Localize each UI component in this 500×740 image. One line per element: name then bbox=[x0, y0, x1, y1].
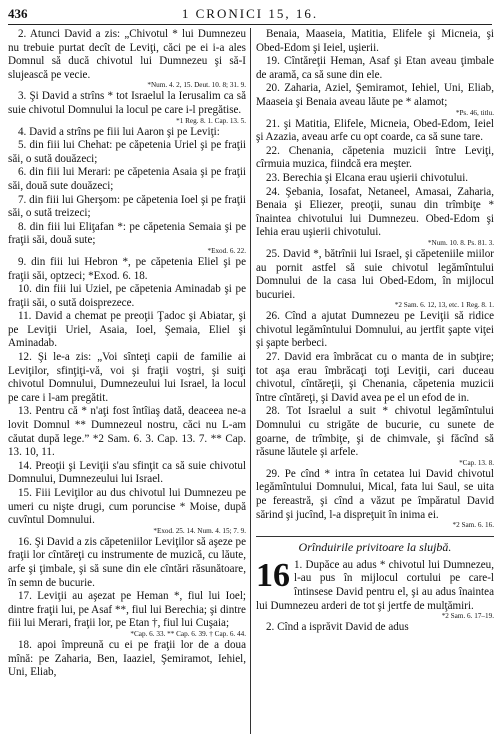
verse-text: 6. din fiii lui Merari: pe căpetenia Asaia şi pe fraţii săi, două sute douăzeci; bbox=[8, 166, 246, 192]
verse bbox=[8, 194, 246, 221]
verse bbox=[256, 351, 494, 405]
verse bbox=[8, 639, 246, 680]
verse-text: 24. Şebania, Iosafat, Netaneel, Amasai, Zaharia, Benaia şi Eliezer, preoţii, sunau din trîmbiţe * înaintea chivotului lui Dumnezeu. Obed-Edom şi Iehia erau uşierii chivotului. bbox=[256, 185, 494, 239]
verse bbox=[8, 256, 246, 283]
cross-reference: *Exod. 6. 22. bbox=[207, 246, 246, 255]
cross-reference: *Cap. 6. 33. ** Cap. 6. 39. † Cap. 6. 44. bbox=[130, 629, 246, 638]
verse-text: 5. din fiii lui Chehat: pe căpetenia Uriel şi pe fraţii săi, o sută douăzeci; bbox=[8, 139, 246, 165]
verse-text: 15. Fiii Leviţilor au dus chivotul lui Dumnezeu pe umeri cu nişte drugi, cum poruncise * Moise, după cuvîntul Domnului. bbox=[8, 487, 246, 527]
section-title: Orînduirile privitoare la slujbă. bbox=[256, 536, 494, 555]
verse-text: 2. Cînd a isprăvit David de adus bbox=[266, 621, 409, 634]
verse bbox=[8, 166, 246, 193]
verse bbox=[8, 221, 246, 256]
verse bbox=[8, 460, 246, 487]
verse-text: 27. David era îmbrăcat cu o manta de in subţire; tot aşa erau îmbrăcaţi toţi Leviţii, cari duceau chivotul, cîntăreţii, şi Chenania, căpetenia muzicii între cîntăreţi, şi David avea pe el un efod de in. bbox=[256, 351, 494, 404]
verse-text: 25. David *, bătrînii lui Israel, şi căpeteniile miilor au pornit astfel să suie chivotul legămîntului Domnului de la casa lui Obed-Edom, în mijlocul bucuriei. bbox=[256, 247, 494, 301]
verse bbox=[8, 310, 246, 351]
chapter-block bbox=[256, 556, 494, 635]
verse-text: 18. apoi împreună cu ei pe fraţii lor de a doua mînă: pe Zaharia, Ben, Iaaziel, Şemiramot, Iehiel, Uni, Eliab, bbox=[8, 638, 246, 679]
verse bbox=[8, 90, 246, 125]
verse-text: 20. Zaharia, Aziel, Şemiramot, Iehiel, Uni, Eliab, Maaseia şi Benaia aveau lăute pe * alamot; bbox=[256, 82, 494, 108]
verse bbox=[256, 248, 494, 310]
verse bbox=[8, 590, 246, 639]
cross-reference: *Num. 10. 8. Ps. 81. 3. bbox=[427, 238, 494, 247]
verse bbox=[8, 28, 246, 90]
right-verses bbox=[256, 28, 494, 530]
verse bbox=[8, 405, 246, 459]
verse bbox=[256, 556, 494, 621]
cross-reference: *Cap. 13. 8. bbox=[459, 458, 494, 467]
cross-reference: *Num. 4. 2, 15. Deut. 10. 8; 31. 9. bbox=[147, 81, 246, 90]
verse bbox=[256, 28, 494, 55]
verse-text: 4. David a strîns pe fiii lui Aaron şi pe Leviţi: bbox=[18, 125, 220, 138]
verse bbox=[256, 186, 494, 248]
verse-text: 23. Berechia şi Elcana erau uşierii chivotului. bbox=[266, 171, 469, 184]
page-header bbox=[8, 6, 492, 25]
cross-reference: *Exod. 25. 14. Num. 4. 15; 7. 9. bbox=[153, 526, 246, 535]
chapter-number: 16 bbox=[256, 556, 290, 594]
verse-text: 3. Şi David a strîns * tot Israelul la Ierusalim ca să suie chivotul Domnului la locul pe care i-l pregătise. bbox=[8, 90, 246, 116]
verse-text: 28. Tot Israelul a suit * chivotul legămîntului Domnului cu strigăte de bucurie, cu sunete de goarne, de trîmbiţe, şi de chimvale, şi făcînd să răsune lăutele şi arfele. bbox=[256, 405, 494, 459]
running-title: 1 CRONICI 15, 16. bbox=[181, 6, 319, 21]
verse bbox=[256, 118, 494, 145]
page-number: 436 bbox=[8, 6, 28, 21]
verse-text: 17. Leviţii au aşezat pe Heman *, fiul lui Ioel; dintre fraţii lui, pe Asaf **, fiul lui Berechia; şi dintre fiii lui Merari, fraţii lor, pe Etan †, fiul lui Cuşaia; bbox=[8, 590, 246, 630]
verse bbox=[256, 621, 494, 635]
cross-reference: *1 Reg. 8. 1. Cap. 13. 5. bbox=[176, 116, 246, 125]
right-column bbox=[256, 28, 494, 635]
cross-reference: *2 Sam. 6. 16. bbox=[452, 521, 494, 530]
verse bbox=[256, 55, 494, 82]
verse bbox=[8, 283, 246, 310]
verse bbox=[8, 126, 246, 140]
verse bbox=[8, 139, 246, 166]
verse-text: 12. Şi le-a zis: „Voi sînteţi capii de familie ai Leviţilor, sfinţiţi-vă, voi şi fraţii voştri, şi suiţi chivotul Domnului, Dumnezeului lui Israel, la locul pe care i l-am pregătit. bbox=[8, 351, 246, 404]
verse-text: Benaia, Maaseia, Matitia, Elifele şi Micneia, şi Obed-Edom şi Ieiel, uşierii. bbox=[256, 28, 494, 54]
verse bbox=[256, 310, 494, 351]
verse bbox=[256, 172, 494, 186]
verse bbox=[256, 82, 494, 117]
verse-text: 26. Cînd a ajutat Dumnezeu pe Leviţii să ridice chivotul legămîntului Domnului, au jertfit şapte viţei şi şapte berbeci. bbox=[256, 310, 494, 350]
left-column bbox=[8, 28, 246, 680]
verse-text: 1. Dupăce au adus * chivotul lui Dumnezeu, l-au pus în mijlocul cortului pe care-l întinsese David pentru el, şi au adus înaintea lui Dumnezeu arderi de tot şi jertfe de mulţămiri. bbox=[256, 558, 494, 612]
verse-text: 13. Pentru că * n'aţi fost întîiaş dată, deaceea ne-a lovit Domnul ** Dumnezeul nostru, căci nu L-am căutat după lege.” *2 Sam. 6. 3. Cap. 13. 7. ** Cap. 13. 10, 11. bbox=[8, 405, 246, 459]
verse bbox=[256, 145, 494, 172]
verse-text: 2. Atunci David a zis: „Chivotul * lui Dumnezeu nu trebuie purtat decît de Leviţi, căci pe ei i-a ales Domnul să ducă chivotul lui Dumnezeu şi să-I slujească pe vecie. bbox=[8, 28, 246, 81]
verse-text: 29. Pe cînd * intra în cetatea lui David chivotul legămîntului Domnului, Mical, fata lui Saul, se uita pe fereastră, şi cînd a văzut pe împăratul David sărind şi jucînd, l-a dispreţuit în inima ei. bbox=[256, 467, 494, 521]
verse bbox=[8, 536, 246, 590]
verse-text: 14. Preoţii şi Leviţii s'au sfinţit ca să suie chivotul Domnului, Dumnezeului lui Israel. bbox=[8, 459, 246, 486]
verse-text: 11. David a chemat pe preoţii Ţadoc şi Abiatar, şi pe Leviţii Uriel, Asaia, Ioel, Şemaia, Eliel şi Aminadab. bbox=[8, 310, 246, 350]
verse-text: 10. din fiii lui Uziel, pe căpetenia Aminadab şi pe fraţii săi, o sută doisprezece. bbox=[8, 283, 246, 309]
verse-text: 7. din fiii lui Gherşom: pe căpetenia Ioel şi pe fraţii săi, o sută treizeci; bbox=[8, 193, 246, 220]
verse bbox=[8, 351, 246, 405]
verse-text: 19. Cîntăreţii Heman, Asaf şi Etan aveau ţimbale de aramă, ca să sune din ele. bbox=[256, 55, 494, 81]
cross-reference: *2 Sam. 6. 17–19. bbox=[441, 612, 494, 621]
verse bbox=[256, 468, 494, 530]
verse bbox=[8, 487, 246, 536]
column-divider bbox=[250, 28, 251, 734]
verse-text: 8. din fiii lui Eliţafan *: pe căpetenia Semaia şi pe fraţii săi, două sute; bbox=[8, 220, 246, 247]
cross-reference: *Ps. 46, titlu. bbox=[455, 108, 494, 117]
verse-text: 22. Chenania, căpetenia muzicii între Leviţi, cîrmuia muzica, fiindcă era meşter. bbox=[256, 144, 494, 171]
verse-text: 21. şi Matitia, Elifele, Micneia, Obed-Edom, Ieiel şi Azazia, aveau arfe cu opt coarde, ca să sune tare. bbox=[256, 117, 494, 144]
cross-reference: *2 Sam. 6. 12, 13, etc. 1 Reg. 8. 1. bbox=[394, 301, 494, 310]
verse-text: 9. din fiii lui Hebron *, pe căpetenia Eliel şi pe fraţii săi, optzeci; *Exod. 6. 18. bbox=[8, 255, 246, 282]
verse-text: 16. Şi David a zis căpeteniilor Leviţilor să aşeze pe fraţii lor cîntăreţi cu instrumente de muzică, cu lăute, arfe şi ţimbale, şi să sune din ele cîntări răsunătoare, în semn de bucurie. bbox=[8, 535, 246, 589]
verse bbox=[256, 405, 494, 467]
